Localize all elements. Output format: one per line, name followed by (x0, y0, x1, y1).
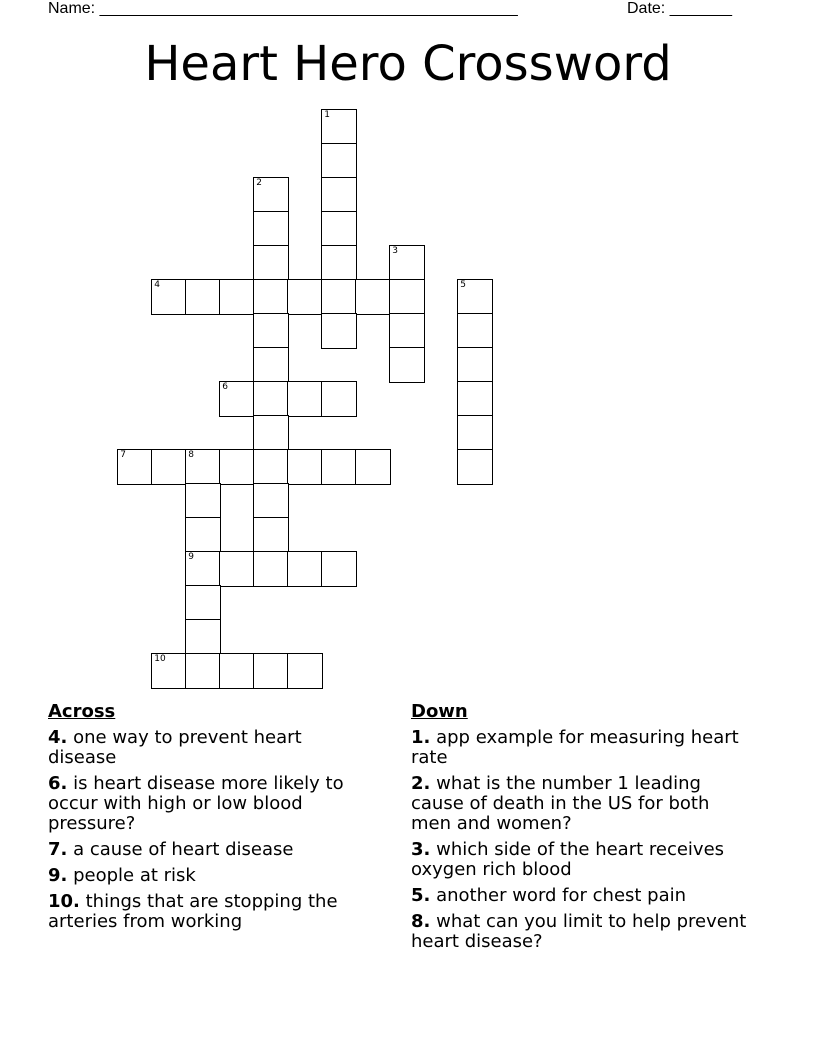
grid-cell[interactable] (219, 449, 255, 485)
grid-cell[interactable] (287, 551, 323, 587)
clue-number: 2. (411, 773, 431, 794)
grid-cell[interactable] (321, 109, 357, 145)
grid-cell[interactable] (389, 279, 425, 315)
grid-cell[interactable] (321, 143, 357, 179)
clue-number: 5. (411, 885, 431, 906)
grid-cell[interactable] (185, 551, 221, 587)
grid-cell[interactable] (253, 245, 289, 281)
grid-cell[interactable] (219, 653, 255, 689)
grid-cell[interactable] (253, 177, 289, 213)
grid-cell[interactable] (117, 449, 153, 485)
grid-cell[interactable] (321, 313, 357, 349)
clue-item (48, 892, 368, 932)
grid-cell[interactable] (185, 279, 221, 315)
clue-number: 4. (48, 727, 68, 748)
grid-cell[interactable] (355, 449, 391, 485)
cell-number: 3 (392, 246, 398, 257)
cell-number: 2 (256, 178, 262, 189)
clue-item (48, 774, 368, 834)
grid-cell[interactable] (253, 483, 289, 519)
clue-item (411, 840, 751, 880)
clue-text: what can you limit to help prevent heart disease? (411, 911, 747, 952)
grid-cell[interactable] (219, 551, 255, 587)
grid-cell[interactable] (287, 653, 323, 689)
grid-cell[interactable] (253, 653, 289, 689)
clue-item (48, 728, 368, 768)
grid-cell[interactable] (253, 279, 289, 315)
grid-cell[interactable] (253, 313, 289, 349)
down-clue-list (411, 728, 751, 952)
clue-number: 8. (411, 911, 431, 932)
clue-number: 6. (48, 773, 68, 794)
grid-cell[interactable] (457, 415, 493, 451)
grid-cell[interactable] (287, 449, 323, 485)
grid-cell[interactable] (253, 551, 289, 587)
grid-cell[interactable] (457, 449, 493, 485)
grid-cell[interactable] (457, 313, 493, 349)
grid-cell[interactable] (457, 381, 493, 417)
down-clues (411, 702, 751, 958)
grid-cell[interactable] (253, 415, 289, 451)
grid-cell[interactable] (151, 449, 187, 485)
cell-number: 10 (154, 654, 166, 665)
grid-cell[interactable] (457, 347, 493, 383)
grid-cell[interactable] (253, 347, 289, 383)
clue-item (411, 912, 751, 952)
clue-number: 1. (411, 727, 431, 748)
clue-text: a cause of heart disease (67, 839, 294, 860)
grid-cell[interactable] (321, 449, 357, 485)
clue-text: which side of the heart receives oxygen rich blood (411, 839, 725, 880)
grid-cell[interactable] (151, 279, 187, 315)
grid-cell[interactable] (253, 517, 289, 553)
date-field[interactable]: Date: _______ (627, 0, 732, 17)
cell-number: 7 (120, 450, 126, 461)
cell-number: 5 (460, 280, 466, 291)
clue-text: what is the number 1 leading cause of death in the US for both men and women? (411, 773, 710, 834)
cell-number: 9 (188, 552, 194, 563)
grid-cell[interactable] (321, 551, 357, 587)
across-clue-list (48, 728, 368, 932)
clue-number: 7. (48, 839, 68, 860)
name-field[interactable]: Name: _______________________________________________ (48, 0, 518, 17)
cell-number: 8 (188, 450, 194, 461)
grid-cell[interactable] (287, 381, 323, 417)
clue-text: people at risk (67, 865, 196, 886)
clue-number: 3. (411, 839, 431, 860)
grid-cell[interactable] (185, 449, 221, 485)
clue-item (411, 886, 751, 906)
grid-cell[interactable] (185, 619, 221, 655)
grid-cell[interactable] (389, 245, 425, 281)
grid-cell[interactable] (151, 653, 187, 689)
across-heading: Across (48, 701, 116, 722)
grid-cell[interactable] (457, 279, 493, 315)
grid-cell[interactable] (321, 177, 357, 213)
page-title: Heart Hero Crossword (144, 36, 672, 92)
clue-number: 10. (48, 891, 80, 912)
clue-number: 9. (48, 865, 68, 886)
grid-cell[interactable] (185, 483, 221, 519)
clue-text: things that are stopping the arteries from working (48, 891, 338, 932)
cell-number: 4 (154, 280, 160, 291)
down-heading: Down (411, 701, 468, 722)
grid-cell[interactable] (219, 279, 255, 315)
grid-cell[interactable] (219, 381, 255, 417)
grid-cell[interactable] (355, 279, 391, 315)
clue-item (48, 866, 368, 886)
grid-cell[interactable] (287, 279, 323, 315)
across-clues (48, 702, 368, 938)
cell-number: 1 (324, 110, 330, 121)
grid-cell[interactable] (253, 449, 289, 485)
clue-text: another word for chest pain (430, 885, 687, 906)
grid-cell[interactable] (253, 381, 289, 417)
grid-cell[interactable] (321, 245, 357, 281)
grid-cell[interactable] (185, 653, 221, 689)
clue-text: is heart disease more likely to occur with high or low blood pressure? (48, 773, 344, 834)
grid-cell[interactable] (321, 279, 357, 315)
clue-text: app example for measuring heart rate (411, 727, 739, 768)
clue-item (411, 728, 751, 768)
grid-cell[interactable] (321, 211, 357, 247)
grid-cell[interactable] (321, 381, 357, 417)
clue-text: one way to prevent heart disease (48, 727, 302, 768)
clue-item (48, 840, 368, 860)
grid-cell[interactable] (389, 347, 425, 383)
grid-cell[interactable] (253, 211, 289, 247)
cell-number: 6 (222, 382, 228, 393)
grid-cell[interactable] (185, 517, 221, 553)
grid-cell[interactable] (389, 313, 425, 349)
clue-item (411, 774, 751, 834)
grid-cell[interactable] (185, 585, 221, 621)
